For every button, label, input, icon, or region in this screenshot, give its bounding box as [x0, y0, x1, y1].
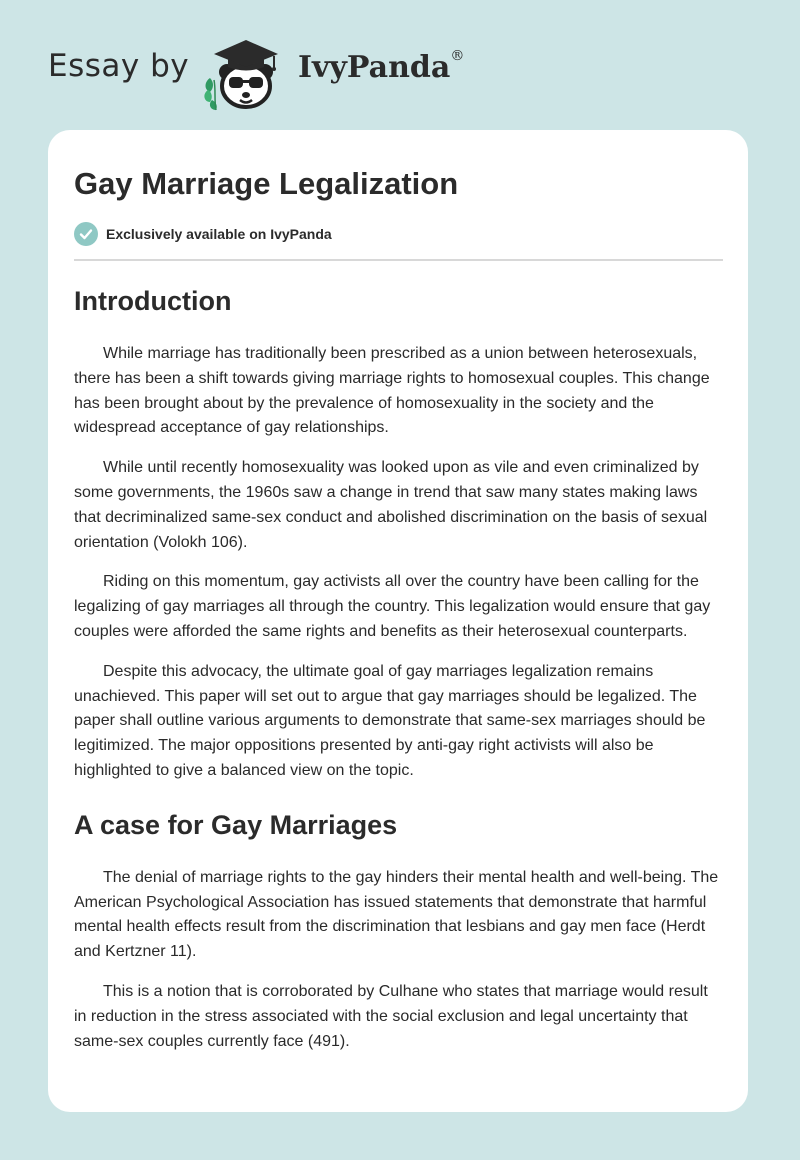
- panda-graduate-logo-icon[interactable]: [200, 34, 292, 114]
- essay-card: [48, 130, 748, 1112]
- badge-label: Exclusively available on IvyPanda: [106, 226, 332, 242]
- registered-mark: ®: [450, 48, 465, 64]
- brand-name[interactable]: IvyPanda®: [298, 48, 465, 85]
- check-circle-icon: [74, 222, 98, 246]
- essay-content: [74, 162, 724, 1054]
- paragraph: The denial of marriage rights to the gay hinders their mental health and well-being. The American Psychological Association has issued statements that demonstrate that harmful mental health effects result from the discrimination that lesbians and gay men face (Herdt and Kertzner 11).: [74, 868, 719, 961]
- brand-prefix: Essay by: [48, 48, 190, 84]
- divider: [74, 259, 723, 261]
- exclusive-badge: [74, 221, 724, 247]
- paragraph: Despite this advocacy, the ultimate goal of gay marriages legalization remains unachieved. This paper will set out to argue that gay marriages should be legalized. The paper shall outline various arguments to demonstrate that same-sex marriages should be legitimized. The major oppositions presented by anti-gay right activists will also be highlighted to give a balanced view on the topic.: [74, 662, 706, 779]
- paragraph: Riding on this momentum, gay activists all over the country have been calling for the legalizing of gay marriages all through the country. This legalization would ensure that gay couples were afforded the same rights and benefits as their heterosexual counterparts.: [74, 573, 711, 640]
- site-header: [0, 0, 800, 130]
- paragraph: This is a notion that is corroborated by Culhane who states that marriage would result in reduction in the stress associated with the social exclusion and legal uncertainty that same-sex couples currently face (491).: [74, 982, 708, 1050]
- paragraph: While until recently homosexuality was looked upon as vile and even criminalized by some governments, the 1960s saw a change in trend that saw many states making laws that decriminalized same-sex conduct and abolished discrimination on the basis of sexual orientation (Volokh 106).: [74, 459, 708, 551]
- section-heading: A case for Gay Marriages: [74, 809, 398, 840]
- paragraph: While marriage has traditionally been prescribed as a union between heterosexuals, there has been a shift towards giving marriage rights to homosexual couples. This change has been brought about by the prevalence of homosexuality in the society and the widespread acceptance of gay relationships.: [74, 345, 710, 437]
- page-title: Gay Marriage Legalization: [74, 166, 459, 201]
- section-heading: Introduction: [74, 286, 232, 316]
